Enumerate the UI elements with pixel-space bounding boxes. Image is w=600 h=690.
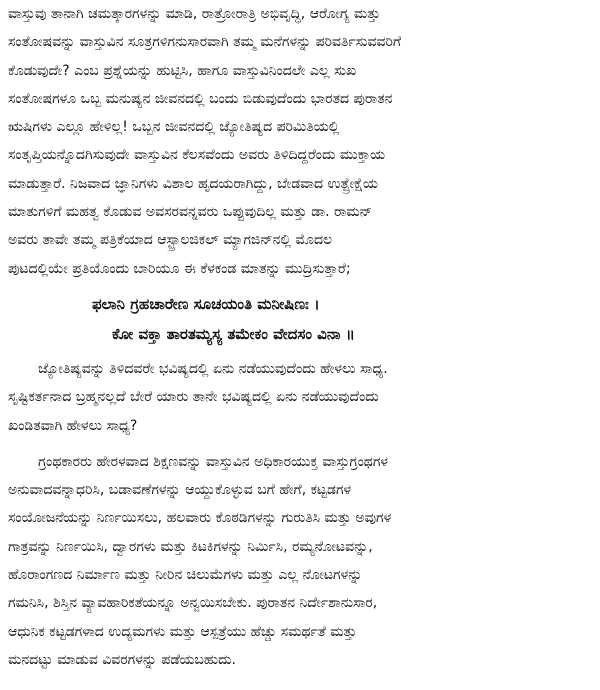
text-line: ಗಮನಿಸಿ, ಶಿಸ್ತಿನ ವ್ಯಾವಹಾರಿಕತೆಯನ್ನೂ ಅನ್ವಯಿಸಬೇಕು. ಪುರಾತನ ನಿರ್ದೇಶಾನುಸಾರ, (8, 595, 378, 612)
text-line: ಜ್ಯೋತಿಷ್ಯವನ್ನು ತಿಳಿದವರೇ ಭವಿಷ್ಯದಲ್ಲಿ ಏನು ನಡೆಯುವುದೆಂದು ಹೇಳಲು ಸಾಧ್ಯ. (38, 360, 388, 377)
text-line: ಮಾತುಗಳಿಗೆ ಮಹತ್ವ ಕೊಡುವ ಅವಸರವನ್ನವರು ಒಪ್ಪುವುದಿಲ್ಲ ಮತ್ತು ಡಾ. ರಾಮನ್ (8, 204, 373, 221)
text-line: ಹೊರಾಂಗಣದ ನಿರ್ಮಾಣ ಮತ್ತು ನೀರಿನ ಚಿಲುಮೆಗಳು ಮತ್ತು ಎಲ್ಲ ನೋಟಗಳನ್ನು (8, 567, 363, 584)
spacer (8, 440, 592, 448)
verse-line: ಫಲಾನಿ ಗ್ರಹಚಾರೇಣ ಸೂಚಯಂತಿ ಮನೀಷಿಣಃ । (92, 294, 320, 313)
text-line: ಸಂತೃಪ್ತಿಯನ್ನೊದಗಿಸುವುದೇ ವಾಸ್ತುವಿನ ಕೆಲಸವೆಂದು ಅವರು ತಿಳಿದಿದ್ದರೆಂದು ಮುಕ್ತಾಯ (8, 147, 386, 164)
verse-line: ಕೋ ವಕ್ತಾ ತಾರತಮ್ಯಸ್ಯ ತಮೇಕಂ ವೇದಸಂ ವಿನಾ ॥ (112, 324, 355, 343)
text-line: ಗ್ರಂಥಕಾರರು ಹೇರಳವಾದ ಶಿಕ್ಷಣವನ್ನು ವಾಸ್ತುವಿನ ಅಧಿಕಾರಯುಕ್ತ ವಾಸ್ತುಗ್ರಂಥಗಳ (38, 453, 389, 470)
text-line: ಮಾಡುತ್ತಾರೆ. ನಿಜವಾದ ಜ್ಞಾನಿಗಳು ವಿಶಾಲ ಹೃದಯರಾಗಿದ್ದು, ಬೇಡವಾದ ಉತ್ಪ್ರೇಕ್ಷೆಯ (8, 175, 379, 192)
text-line: ಅವರು ತಾವೇ ತಮ್ಮ ಪತ್ರಿಕೆಯಾದ ಆಸ್ಟ್ರಾಲಜಿಕಲ್ ಮ್ಯಾಗಜಿನ್‌ನಲ್ಲಿ ಮೊದಲ (8, 232, 333, 249)
text-line: ಕೊಡುವುದೇ? ಎಂಬ ಪ್ರಶ್ನೆಯನ್ನು ಹುಟ್ಟಿಸಿ, ಹಾಗೂ ವಾಸ್ತುವಿನಿಂದಲೇ ಎಲ್ಲ ಸುಖ (8, 62, 357, 79)
sanskrit-verse (8, 289, 592, 349)
text-line: ಸಂತೋಷಗಳೂ ಒಬ್ಬ ಮನುಷ್ಯನ ಜೀವನದಲ್ಲಿ ಬಂದು ಬಿಡುವುದೆಂದು ಭಾರತದ ಪುರಾತನ (8, 90, 393, 107)
paragraph-2 (8, 355, 592, 440)
text-line: ಸೃಷ್ಟಿಕರ್ತನಾದ ಬ್ರಹ್ಮನಲ್ಲದೆ ಬೇರೆ ಯಾರು ತಾನೇ ಭವಿಷ್ಯದಲ್ಲಿ ಏನು ನಡೆಯುವುದೆಂದು (8, 389, 379, 406)
text-line: ವಾಸ್ತುವು ತಾನಾಗಿ ಚಮತ್ಕಾರಗಳನ್ನು ಮಾಡಿ, ರಾತ್ರೋರಾತ್ರಿ ಅಭಿವೃದ್ಧಿ, ಆರೋಗ್ಯ ಮತ್ತು (8, 6, 381, 22)
text-line: ಖಂಡಿತವಾಗಿ ಹೇಳಲು ಸಾಧ್ಯ? (8, 417, 138, 434)
paragraph-3 (8, 448, 592, 674)
text-line: ಸಂತೋಷವನ್ನು ವಾಸ್ತುವಿನ ಸೂತ್ರಗಳಿಗನುಸಾರವಾಗಿ ತಮ್ಮ ಮನೆಗಳನ್ನು ಪರಿವರ್ತಿಸುವವರಿಗೆ (8, 34, 402, 51)
text-line: ಸಂಯೋಜನೆಯನ್ನು ನಿರ್ಣಯಿಸಲು, ಹಲವಾರು ಕೊಠಡಿಗಳನ್ನು ಗುರುತಿಸಿ ಮತ್ತು ಅವುಗಳ (8, 510, 392, 527)
text-line: ಅನುವಾದವನ್ನಾಧರಿಸಿ, ಬಡಾವಣೆಗಳನ್ನು ಆಯ್ದುಕೊಳ್ಳುವ ಬಗೆ ಹೇಗೆ, ಕಟ್ಟಡಗಳ (8, 482, 352, 499)
text-line: ಗಾತ್ರವನ್ನು ನಿರ್ಣಯಿಸಿ, ದ್ವಾರಗಳು ಮತ್ತು ಕಿಟಕಿಗಳನ್ನು ನಿರ್ಮಿಸಿ, ರಮ್ಯನೋಟವನ್ನು, (8, 538, 373, 555)
text-line: ಮನದಟ್ಟು ಮಾಡುವ ವಿವರಗಳನ್ನು ಪಡೆಯಬಹುದು. (8, 651, 237, 668)
text-line: ಪುಟದಲ್ಲಿಯೇ ಪ್ರತಿಯೊಂದು ಬಾರಿಯೂ ಈ ಕೆಳಕಂಡ ಮಾತನ್ನು ಮುದ್ರಿಸುತ್ತಾರೆ; (8, 260, 351, 277)
text-line: ಆಧುನಿಕ ಕಟ್ಟಡಗಳಾದ ಉದ್ಯಮಗಳು ಮತ್ತು ಆಸ್ಪತ್ರೆಯು ಹೆಚ್ಚು ಸಮರ್ಥತೆ ಮತ್ತು (8, 623, 357, 640)
text-line: ಋಷಿಗಳು ಎಲ್ಲೂ ಹೇಳಿಲ್ಲ! ಒಬ್ಬನ ಜೀವನದಲ್ಲಿ ಜ್ಯೋತಿಷ್ಯದ ಪರಿಮಿತಿಯಲ್ಲಿ (8, 119, 340, 136)
paragraph-1 (8, 0, 592, 283)
